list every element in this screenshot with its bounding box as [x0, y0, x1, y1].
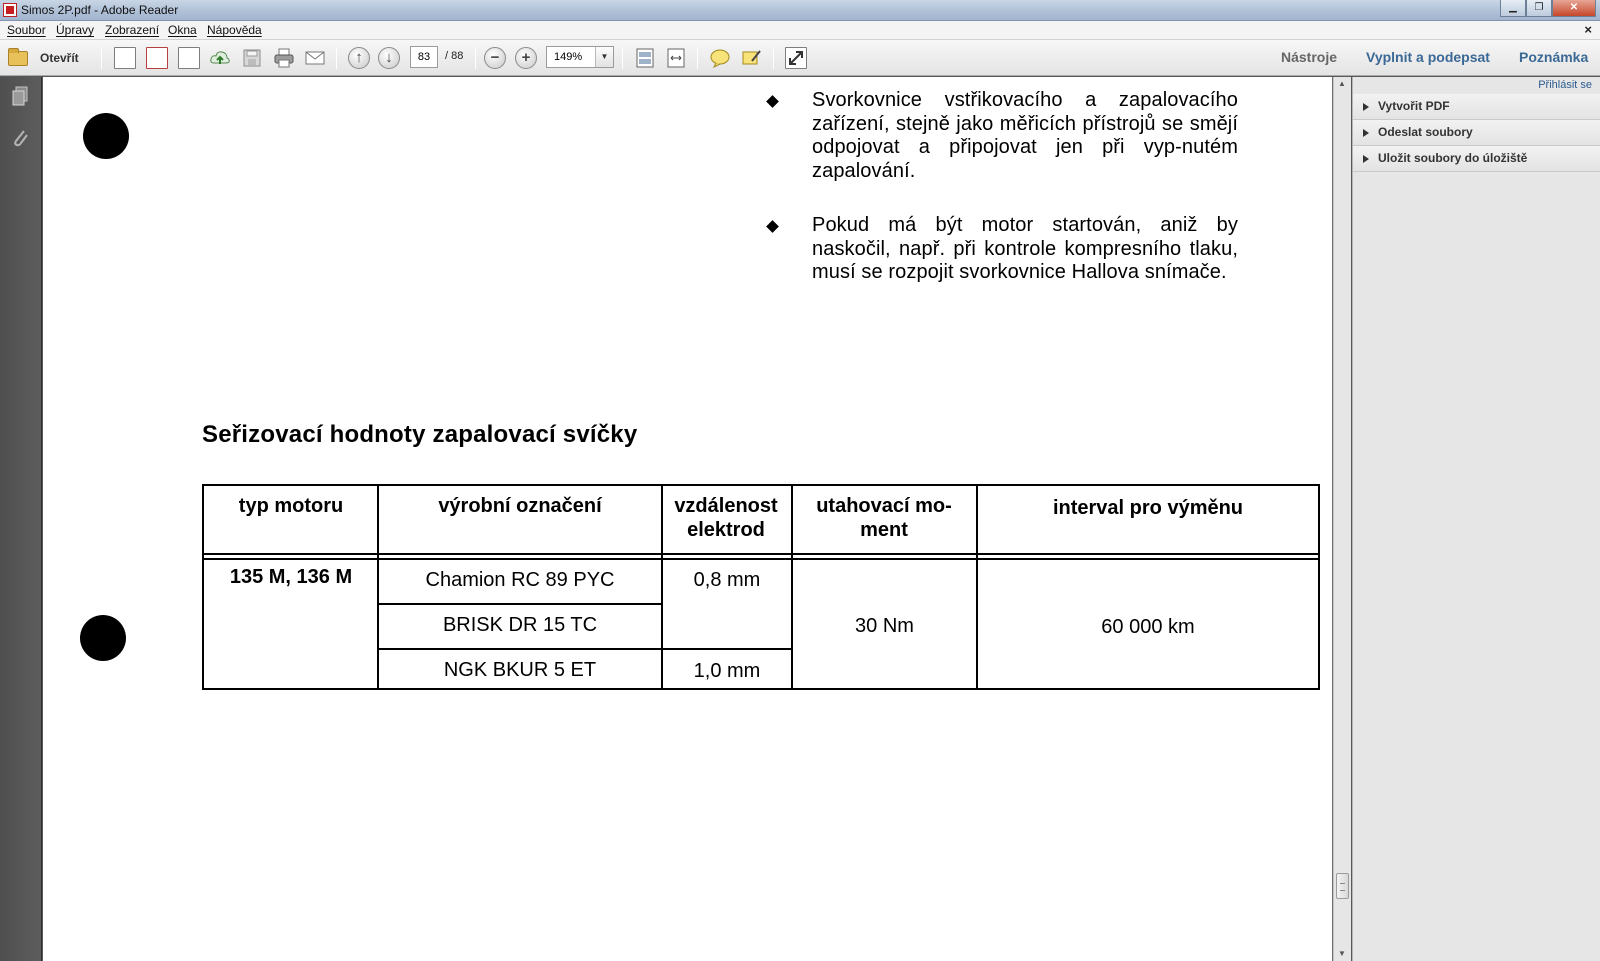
header-torque: utahovací mo-ment [816, 495, 952, 541]
comment-link[interactable]: Poznámka [1519, 49, 1589, 65]
menu-okna[interactable]: Okna [168, 23, 197, 37]
vertical-scrollbar[interactable] [1333, 77, 1351, 961]
expand-triangle-icon [1363, 129, 1369, 137]
cloud-upload-icon[interactable] [209, 47, 231, 69]
header-electrode-gap: vzdálenost elektrod [674, 495, 778, 541]
pdf-page [43, 77, 1332, 961]
toolbar [0, 40, 1600, 76]
bullet-text: Pokud má být motor startován, aniž by naskočil, např. při kontrole kompresního tlaku, musí se rozpojit svorkovnice Hallova snímače. [812, 214, 1238, 283]
scroll-up-icon[interactable]: ▲ [1338, 79, 1346, 88]
menu-zobrazeni[interactable]: Zobrazení [105, 23, 160, 37]
save-icon[interactable] [241, 47, 263, 69]
edit-pdf-icon[interactable] [178, 47, 200, 69]
header-interval: interval pro výměnu [1052, 497, 1244, 519]
menu-soubor[interactable]: Soubor [7, 23, 46, 37]
expand-triangle-icon [1363, 103, 1369, 111]
engine-type-cell: 135 M, 136 M [229, 566, 353, 588]
previous-page-icon[interactable]: ↑ [348, 47, 370, 69]
section-heading: Seřizovací hodnoty zapalovací svíčky [202, 421, 638, 448]
chevron-down-icon[interactable]: ▼ [595, 47, 613, 67]
panel-label: Uložit soubory do úložiště [1378, 151, 1528, 165]
header-engine-type: typ motoru [238, 495, 344, 517]
folder-icon [8, 51, 28, 66]
sign-in-link[interactable]: Přihlásit se [1538, 79, 1592, 91]
zoom-in-icon[interactable]: + [515, 47, 537, 69]
header-designation: výrobní označení [438, 495, 602, 517]
next-page-icon[interactable]: ↓ [378, 47, 400, 69]
menu-napoveda[interactable]: Nápověda [207, 23, 262, 37]
store-files-panel[interactable] [1353, 146, 1600, 172]
comment-icon[interactable] [709, 47, 731, 69]
title-bar [0, 0, 1600, 21]
window-title: Simos 2P.pdf - Adobe Reader [21, 3, 179, 17]
task-pane [1352, 77, 1600, 961]
page-total: / 88 [445, 50, 464, 62]
close-document-icon[interactable]: × [1584, 22, 1592, 37]
tools-link[interactable]: Nástroje [1281, 49, 1338, 65]
close-window-button[interactable]: ✕ [1552, 0, 1596, 17]
expand-icon[interactable] [785, 47, 807, 69]
spark-plug-table [202, 484, 1320, 690]
interval-cell: 60 000 km [1101, 616, 1195, 638]
page-number-input[interactable]: 83 [410, 46, 438, 68]
send-files-panel[interactable] [1353, 120, 1600, 146]
create-pdf-icon[interactable] [114, 47, 136, 69]
bullet-diamond-icon [766, 220, 779, 233]
bullet-diamond-icon [766, 95, 779, 108]
scroll-thumb[interactable] [1336, 873, 1349, 899]
bullet-item [768, 214, 1238, 285]
torque-cell: 30 Nm [855, 615, 914, 637]
expand-triangle-icon [1363, 155, 1369, 163]
page-thumbnails-icon[interactable] [10, 85, 30, 107]
print-icon[interactable] [273, 47, 295, 69]
open-button[interactable] [8, 47, 92, 69]
fit-page-icon[interactable] [634, 47, 656, 69]
restore-button[interactable]: ❐ [1526, 0, 1552, 17]
scroll-down-icon[interactable]: ▼ [1338, 949, 1346, 958]
adobe-reader-icon [3, 3, 17, 17]
fill-sign-link[interactable]: Vyplnit a podepsat [1366, 49, 1490, 65]
plug-designation-cell: BRISK DR 15 TC [442, 614, 598, 636]
attachments-icon[interactable] [10, 127, 30, 149]
email-icon[interactable] [304, 47, 326, 69]
menu-upravy[interactable]: Úpravy [56, 23, 95, 37]
export-pdf-icon[interactable] [146, 47, 168, 69]
electrode-gap-cell: 0,8 mm [693, 569, 761, 591]
navigation-pane [0, 77, 42, 961]
electrode-gap-cell: 1,0 mm [693, 660, 761, 682]
punch-hole [80, 615, 126, 661]
punch-hole [83, 113, 129, 159]
minimize-button[interactable]: ▁ [1500, 0, 1526, 17]
menu-bar [0, 21, 1600, 40]
highlight-icon[interactable] [740, 47, 762, 69]
bullet-item [768, 89, 1238, 183]
panel-label: Odeslat soubory [1378, 125, 1473, 139]
open-label: Otevřít [40, 51, 79, 65]
panel-label: Vytvořit PDF [1378, 99, 1450, 113]
bullet-text: Svorkovnice vstřikovacího a zapalovacího zařízení, stejně jako měřicích přístrojů se smějí odpojovat a připojovat jen při vyp-nutém zapalování. [812, 89, 1238, 182]
zoom-value: 149% [554, 51, 583, 63]
window-controls [1500, 0, 1596, 18]
fit-width-icon[interactable] [665, 47, 687, 69]
zoom-select[interactable] [546, 46, 614, 68]
plug-designation-cell: Chamion RC 89 PYC [425, 569, 615, 591]
plug-designation-cell: NGK BKUR 5 ET [443, 659, 597, 681]
create-pdf-panel[interactable] [1353, 94, 1600, 120]
zoom-out-icon[interactable]: − [484, 47, 506, 69]
document-viewport[interactable] [43, 77, 1334, 961]
